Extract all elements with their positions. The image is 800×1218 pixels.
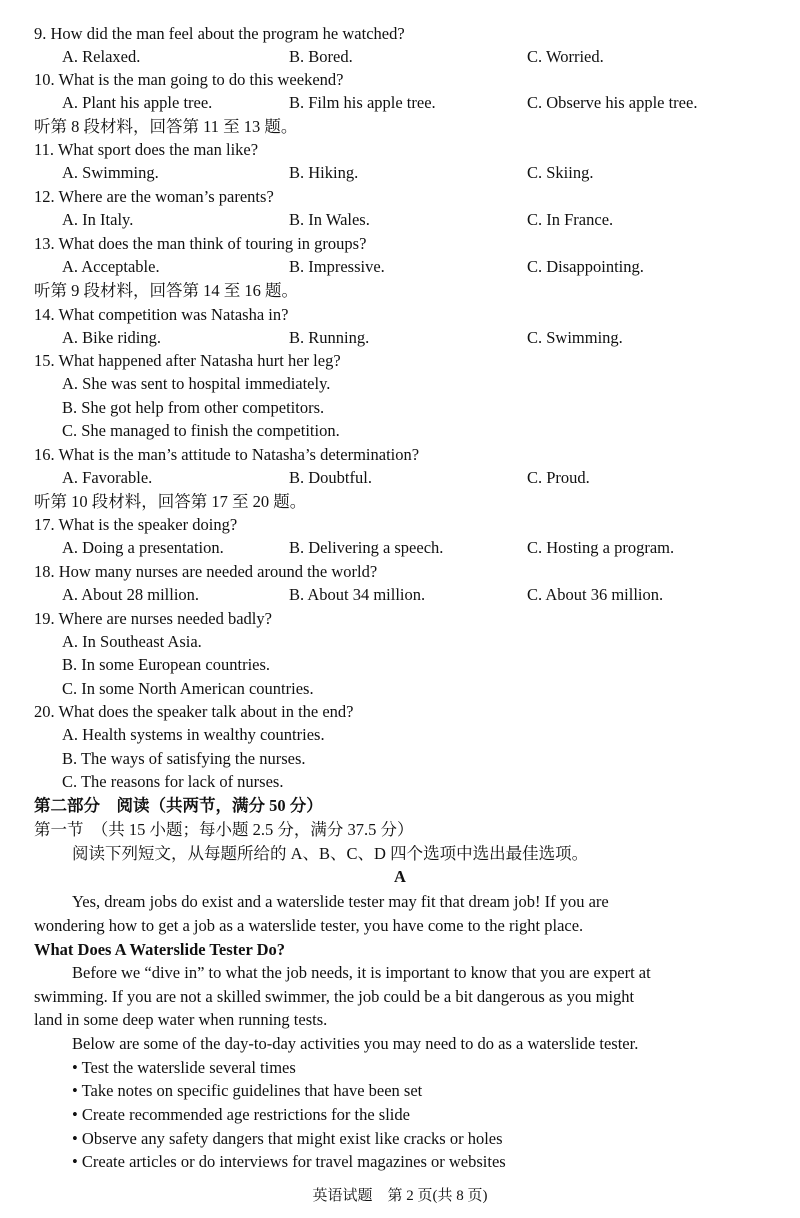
question-15: 15. What happened after Natasha hurt her leg? [34,351,341,370]
passage-p1-line1: Yes, dream jobs do exist and a waterslide tester may fit that dream job! If you are [72,892,609,911]
part2-title: 第二部分 阅读（共两节，满分 50 分） [34,796,323,815]
option-15b: B. She got help from other competitors. [62,398,325,417]
bullet-item: • Create articles or do interviews for travel magazines or websites [72,1152,506,1171]
option-9c: C. Worried. [527,47,604,66]
question-9: 9. How did the man feel about the program he watched? [34,24,405,43]
option-9a: A. Relaxed. [62,47,141,66]
part2-instruction: 阅读下列短文，从每题所给的 A、B、C、D 四个选项中选出最佳选项。 [72,844,589,863]
passage-p2-line1: Before we “dive in” to what the job needs, it is important to know that you are expert at [72,963,651,982]
option-12a: A. In Italy. [62,210,134,229]
option-15a: A. She was sent to hospital immediately. [62,374,331,393]
question-10: 10. What is the man going to do this weekend? [34,70,344,89]
bullet-item: • Create recommended age restrictions for the slide [72,1105,410,1124]
section-9-instruction: 听第 9 段材料，回答第 14 至 16 题。 [34,281,298,300]
option-10c: C. Observe his apple tree. [527,93,698,112]
question-14: 14. What competition was Natasha in? [34,305,289,324]
option-19c: C. In some North American countries. [62,679,314,698]
question-19: 19. Where are nurses needed badly? [34,609,272,628]
option-20c: C. The reasons for lack of nurses. [62,772,284,791]
option-18b: B. About 34 million. [289,585,426,604]
passage-heading: What Does A Waterslide Tester Do? [34,940,286,959]
question-20: 20. What does the speaker talk about in the end? [34,702,354,721]
bullet-item: • Observe any safety dangers that might exist like cracks or holes [72,1129,503,1148]
option-10b: B. Film his apple tree. [289,93,436,112]
bullet-item: • Take notes on specific guidelines that have been set [72,1081,423,1100]
option-12c: C. In France. [527,210,614,229]
option-17b: B. Delivering a speech. [289,538,444,557]
section-8-instruction: 听第 8 段材料，回答第 11 至 13 题。 [34,117,298,136]
option-11b: B. Hiking. [289,163,359,182]
option-14a: A. Bike riding. [62,328,161,347]
question-17: 17. What is the speaker doing? [34,515,238,534]
option-13c: C. Disappointing. [527,257,644,276]
passage-p3: Below are some of the day-to-day activities you may need to do as a waterslide tester. [72,1034,639,1053]
passage-p1-line2: wondering how to get a job as a waterslide tester, you have come to the right place. [34,916,584,935]
bullet-item: • Test the waterslide several times [72,1058,296,1077]
part2-subtitle: 第一节 （共 15 小题；每小题 2.5 分，满分 37.5 分） [34,820,414,839]
option-18c: C. About 36 million. [527,585,664,604]
option-20a: A. Health systems in wealthy countries. [62,725,325,744]
option-13a: A. Acceptable. [62,257,160,276]
option-15c: C. She managed to finish the competition. [62,421,340,440]
option-11a: A. Swimming. [62,163,159,182]
option-12b: B. In Wales. [289,210,370,229]
option-11c: C. Skiing. [527,163,594,182]
passage-p2-line3: land in some deep water when running tests. [34,1010,328,1029]
section-10-instruction: 听第 10 段材料，回答第 17 至 20 题。 [34,492,307,511]
option-19b: B. In some European countries. [62,655,271,674]
option-16a: A. Favorable. [62,468,153,487]
option-16b: B. Doubtful. [289,468,372,487]
option-16c: C. Proud. [527,468,590,487]
option-10a: A. Plant his apple tree. [62,93,213,112]
option-9b: B. Bored. [289,47,353,66]
option-17c: C. Hosting a program. [527,538,675,557]
question-18: 18. How many nurses are needed around the world? [34,562,378,581]
question-12: 12. Where are the woman’s parents? [34,187,274,206]
option-18a: A. About 28 million. [62,585,200,604]
option-19a: A. In Southeast Asia. [62,632,202,651]
option-14b: B. Running. [289,328,370,347]
option-17a: A. Doing a presentation. [62,538,224,557]
question-11: 11. What sport does the man like? [34,140,259,159]
option-13b: B. Impressive. [289,257,385,276]
page-footer: 英语试题 第 2 页(共 8 页) [312,1188,488,1204]
passage-letter: A [394,867,406,886]
question-13: 13. What does the man think of touring in groups? [34,234,367,253]
option-14c: C. Swimming. [527,328,623,347]
option-20b: B. The ways of satisfying the nurses. [62,749,306,768]
passage-p2-line2: swimming. If you are not a skilled swimmer, the job could be a bit dangerous as you might [34,987,635,1006]
question-16: 16. What is the man’s attitude to Natasha’s determination? [34,445,420,464]
